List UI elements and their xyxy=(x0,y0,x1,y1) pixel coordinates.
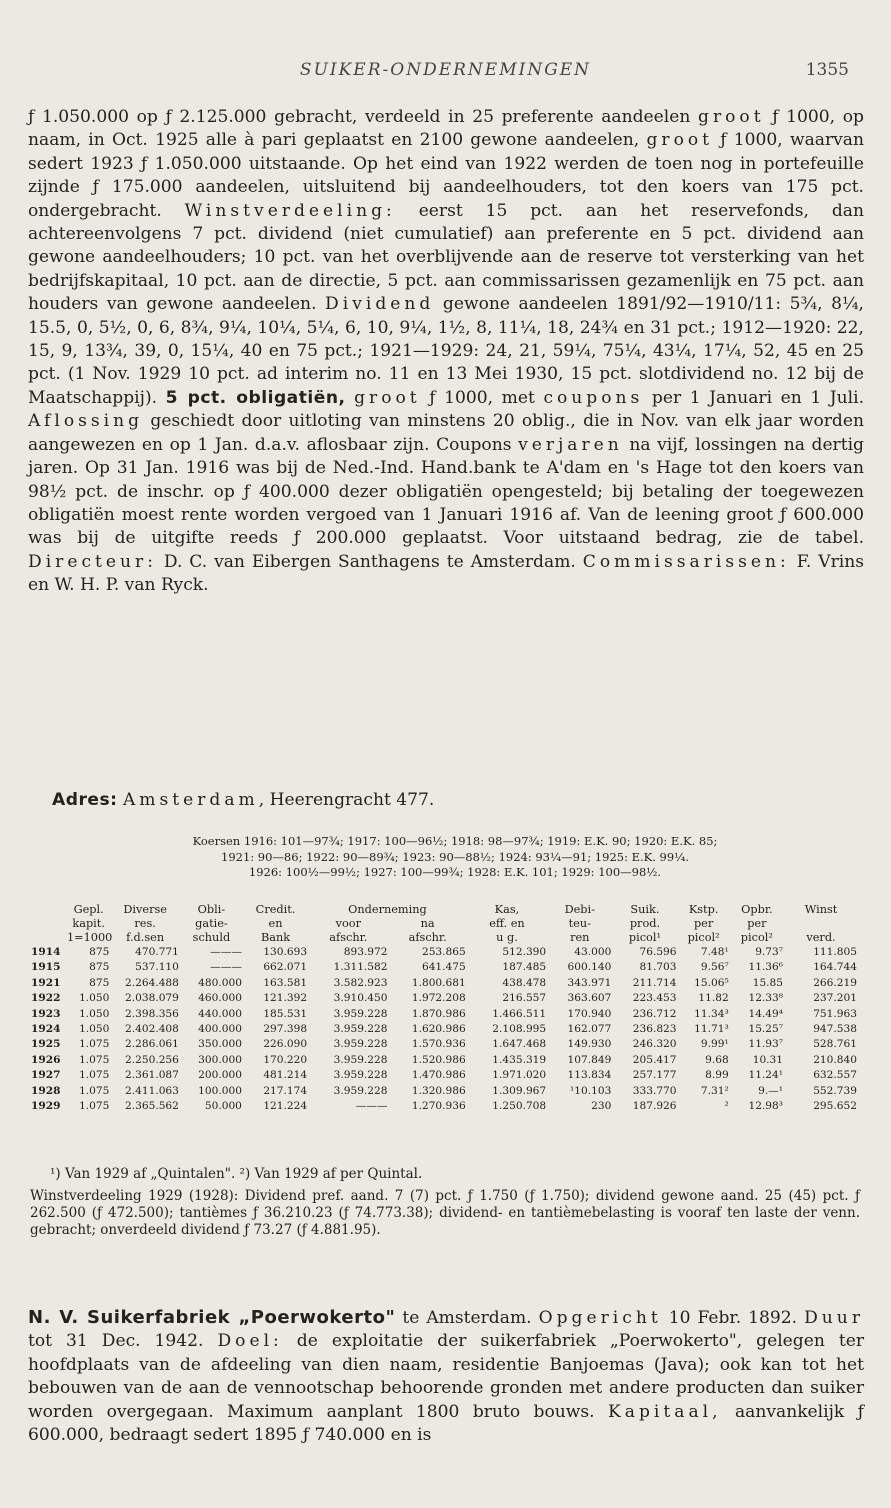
price-quotes xyxy=(60,834,850,881)
column-header: Winst xyxy=(804,903,838,916)
year-cell: 1915 xyxy=(31,961,61,974)
table-cell: 438.478 xyxy=(502,976,547,989)
quotes-line: Koersen 1916: 101—97¾; 1917: 100—96½; 1918: 98—97¾; 1919: E.K. 90; 1920: E.K. 85; xyxy=(192,834,718,848)
column-header: Kstp. xyxy=(688,903,719,916)
table-cell: 230 xyxy=(591,1100,612,1113)
column-header: gatie- xyxy=(195,917,228,930)
column-header: Bank xyxy=(260,931,291,944)
page-header xyxy=(0,60,891,88)
table-cell: 350.000 xyxy=(198,1038,242,1051)
table-cell: 11.24¹ xyxy=(748,1069,784,1082)
column-header: u g. xyxy=(496,931,518,944)
table-cell: 9.68 xyxy=(705,1053,729,1066)
table-cell: 2.361.087 xyxy=(125,1069,179,1082)
address-street: , Heerengracht 477. xyxy=(258,790,435,810)
company-text: te Amsterdam. xyxy=(395,1308,539,1328)
table-row xyxy=(30,1099,858,1114)
table-cell: 1.647.468 xyxy=(492,1038,547,1051)
column-header: afschr. xyxy=(329,931,368,944)
table-cell: 1.320.986 xyxy=(411,1084,466,1097)
table-cell: 1.250.708 xyxy=(492,1100,547,1113)
table-cell: ² xyxy=(724,1100,729,1113)
table-cell: 1.050 xyxy=(79,992,110,1005)
column-header: en xyxy=(268,917,283,930)
table-row xyxy=(30,1007,858,1022)
column-header: verd. xyxy=(806,931,836,944)
table-header-row xyxy=(30,903,858,917)
spaced-heading-winstverdeeling: Winstverdeeling: xyxy=(184,200,396,221)
table-cell: 3.959.228 xyxy=(333,1053,388,1066)
intro-text xyxy=(346,388,355,408)
table-cell: 185.531 xyxy=(263,1007,308,1020)
table-cell: 170.940 xyxy=(567,1007,612,1020)
table-cell: 1.435.319 xyxy=(492,1053,547,1066)
address-label: Adres: xyxy=(52,790,118,810)
table-cell: 1.971.020 xyxy=(492,1069,547,1082)
table-cell: 2.365.562 xyxy=(125,1100,179,1113)
year-cell: 1914 xyxy=(31,946,61,958)
column-header: na xyxy=(420,917,435,930)
table-row xyxy=(30,945,858,960)
table-footnote: ¹) Van 1929 af „Quintalen". ²) Van 1929 af per Quintal. xyxy=(50,1166,423,1182)
table-cell: 751.963 xyxy=(813,1007,857,1020)
column-header: res. xyxy=(134,917,156,930)
table-cell: 12.98³ xyxy=(748,1100,784,1113)
spaced-heading-opgericht: Opgericht xyxy=(538,1308,662,1328)
table-cell: 246.320 xyxy=(632,1038,677,1051)
table-cell: 149.930 xyxy=(567,1038,612,1051)
table-cell: 2.108.995 xyxy=(492,1023,547,1036)
company-name: N. V. Suikerfabriek „Poerwokerto" xyxy=(28,1307,396,1328)
table-cell: 50.000 xyxy=(204,1100,242,1113)
spaced-word: coupons xyxy=(543,387,644,408)
table-cell: 1.050 xyxy=(79,1023,110,1036)
column-header: kapit. xyxy=(72,917,105,930)
year-cell: 1921 xyxy=(31,976,61,989)
address-city: Amsterdam xyxy=(122,790,259,810)
table-header-row xyxy=(30,931,858,945)
column-header: Kas, xyxy=(494,903,520,916)
table-cell: 164.744 xyxy=(813,961,857,974)
company-entry xyxy=(28,1306,864,1447)
table-cell: 600.140 xyxy=(567,961,612,974)
table-cell: 1.870.986 xyxy=(411,1007,466,1020)
column-header: Suik. xyxy=(630,903,660,916)
table-cell: 205.417 xyxy=(632,1053,677,1066)
table-row xyxy=(30,1037,858,1052)
column-header: voor xyxy=(335,917,362,930)
column-header: 1=1000 xyxy=(66,931,113,944)
table-cell: 9.73⁷ xyxy=(755,946,784,958)
spaced-heading-aflossing: Aflossing xyxy=(28,411,144,432)
column-header: schuld xyxy=(192,931,231,944)
table-cell: 3.582.923 xyxy=(333,976,388,989)
table-cell: 253.865 xyxy=(421,946,466,958)
table-cell: 15.85 xyxy=(752,976,784,989)
table-cell: 481.214 xyxy=(263,1069,308,1082)
table-cell: 3.959.228 xyxy=(333,1007,388,1020)
table-cell: 11.82 xyxy=(698,992,729,1005)
company-text: de exploitatie der suikerfabriek „Poerwokerto", gelegen ter hoofdplaats van de afdeeling van dien naam, residentie Banjoemas (Java); ook kan tot het bebouwen van de aan de vennootschap behoorende gronden met andere producten dan suiker worden overgegaan. Maximum aanplant 1800 bruto bouws. xyxy=(28,1331,864,1422)
table-cell: 1.972.208 xyxy=(411,992,466,1005)
table-cell: 875 xyxy=(89,976,110,989)
intro-text: ƒ 1000, waarvan sedert 1923 ƒ 1.050.000 uitstaande. Op het eind van 1922 werden de toen nog in portefeuille zijnde ƒ 175.000 aandeelen, uitsluitend bij aandeelhouders, tot den koers van 175 pct. ondergebracht. xyxy=(28,130,864,221)
table-cell: 400.000 xyxy=(198,1023,242,1036)
table-cell: 460.000 xyxy=(198,992,242,1005)
table-cell: 1.075 xyxy=(79,1100,110,1113)
column-header: Gepl. xyxy=(73,903,104,916)
column-header: picol¹ xyxy=(628,931,662,944)
year-cell: 1927 xyxy=(31,1069,61,1082)
year-cell: 1926 xyxy=(31,1053,61,1066)
intro-text: geschiedt door uitloting van minstens 20 oblig., die in Nov. van elk jaar worden aangewezen en op 1 Jan. d.a.v. aflosbaar zijn. Coupons xyxy=(28,411,864,455)
table-cell: 14.49⁴ xyxy=(748,1007,784,1020)
table-cell: 363.607 xyxy=(567,992,612,1005)
table-cell: 1.520.986 xyxy=(411,1053,466,1066)
table-row xyxy=(30,1022,858,1037)
table-cell: 1.075 xyxy=(79,1084,110,1097)
table-cell: 121.392 xyxy=(263,992,308,1005)
table-cell: 343.971 xyxy=(567,976,612,989)
table-row xyxy=(30,1068,858,1083)
table-cell: 210.840 xyxy=(813,1053,857,1066)
year-cell: 1929 xyxy=(31,1100,61,1113)
table-cell: 1.270.936 xyxy=(411,1100,466,1113)
spaced-heading-kapitaal: Kapitaal, xyxy=(608,1401,722,1422)
table-cell: 170.220 xyxy=(263,1053,308,1066)
intro-text: eerst 15 pct. aan het reservefonds, dan achtereenvolgens 7 pct. dividend (niet cumulatief) aan preferente en 5 pct. dividend aan gewone aandeelhouders; 10 pct. van het overblijvende aan de reserve tot versterking van het bedrijfskapitaal, 10 pct. aan de directie, 5 pct. aan commissarissen gezamenlijk en 75 pct. aan houders van gewone aandeelen. xyxy=(28,200,864,315)
column-header: Debi- xyxy=(564,903,595,916)
table-cell: 266.219 xyxy=(813,976,857,989)
table-cell: 2.402.408 xyxy=(125,1023,179,1036)
intro-text: na vijf, lossingen na dertig jaren. Op 31 Jan. 1916 was bij de Ned.-Ind. Hand.bank te A'dam en 's Hage tot den koers van 98½ pct. de inschr. op ƒ 400.000 dezer obligatiën opengesteld; bij betaling der toegewezen obligatiën moest rente worden vergoed van 1 Januari 1916 af. Van de leening groot ƒ 600.000 was bij de uitgifte reeds ƒ 200.000 geplaatst. Voor uitstaand bedrag, zie de tabel. xyxy=(28,434,865,549)
table-cell: 662.071 xyxy=(263,961,308,974)
quotes-line: 1926: 100½—99½; 1927: 100—99¾; 1928: E.K. 101; 1929: 100—98½. xyxy=(248,865,662,879)
spaced-word: groot xyxy=(646,130,714,151)
intro-text: F. Vrins en W. H. P. van Ryck. xyxy=(28,551,864,596)
table-cell: ——— xyxy=(210,946,242,958)
table-row xyxy=(30,976,858,991)
table-cell: 15.06⁵ xyxy=(694,976,729,989)
table-cell: 187.926 xyxy=(632,1100,677,1113)
table-cell: 641.475 xyxy=(421,961,466,974)
table-cell: 200.000 xyxy=(198,1069,242,1082)
table-cell: 1.309.967 xyxy=(492,1084,547,1097)
profit-distribution-note: Winstverdeeling 1929 (1928): Dividend pref. aand. 7 (7) pct. ƒ 1.750 (ƒ 1.750); dividend gewone aand. 25 (45) pct. ƒ 262.500 (ƒ 472.500); tantièmes ƒ 36.210.23 (ƒ 74.773.38); dividend- en tantièmebelasting is vooraf ten laste der venn. gebracht; onverdeeld dividend ƒ 73.27 (ƒ 4.881.95). xyxy=(30,1188,860,1238)
intro-text: ƒ 1.050.000 op ƒ 2.125.000 gebracht, verdeeld in 25 preferente aandeelen xyxy=(28,107,698,127)
table-row xyxy=(30,991,858,1006)
table-cell: 7.31² xyxy=(700,1084,729,1097)
table-cell: 10.31 xyxy=(752,1053,784,1066)
table-cell: 121.224 xyxy=(263,1100,308,1113)
table-cell: 2.250.256 xyxy=(125,1053,179,1066)
table-cell: 333.770 xyxy=(632,1084,677,1097)
table-cell: 2.286.061 xyxy=(125,1038,179,1051)
intro-text: ƒ 1000, op naam, in Oct. 1925 alle à pari geplaatst en 2100 gewone aandeelen, xyxy=(28,107,864,151)
table-cell: 217.174 xyxy=(263,1084,308,1097)
table-cell: 893.972 xyxy=(343,946,388,958)
column-header: per xyxy=(747,917,767,930)
bold-heading-obligaties: 5 pct. obligatiën, xyxy=(165,387,346,408)
table-cell: 223.453 xyxy=(632,992,677,1005)
table-cell: 1.075 xyxy=(79,1053,110,1066)
table-cell: 480.000 xyxy=(198,976,242,989)
spaced-heading-directeur: Directeur: xyxy=(28,551,157,572)
table-cell: 2.398.356 xyxy=(125,1007,179,1020)
column-header: Credit. xyxy=(255,903,296,916)
column-header: teu- xyxy=(568,917,591,930)
table-cell: 2.264.488 xyxy=(125,976,179,989)
table-cell: 11.71³ xyxy=(694,1023,729,1036)
year-cell: 1922 xyxy=(31,992,61,1005)
spaced-word: verjaren xyxy=(518,434,623,455)
table-cell: 1.800.681 xyxy=(411,976,466,989)
table-cell: 216.557 xyxy=(502,992,547,1005)
table-cell: 875 xyxy=(89,961,110,974)
table-cell: 236.712 xyxy=(632,1007,677,1020)
table-cell: 8.99 xyxy=(705,1069,729,1082)
spaced-heading-dividend: Dividend xyxy=(325,294,435,315)
column-header: picol² xyxy=(687,931,720,944)
financial-table xyxy=(30,903,858,1114)
table-cell: 1.470.986 xyxy=(411,1069,466,1082)
running-title: SUIKER-ONDERNEMINGEN xyxy=(299,60,592,80)
table-cell: 2.411.063 xyxy=(125,1084,179,1097)
column-header: prod. xyxy=(629,917,661,930)
table-cell: 440.000 xyxy=(198,1007,242,1020)
year-cell: 1923 xyxy=(31,1007,61,1020)
table-cell: 257.177 xyxy=(632,1069,677,1082)
table-cell: 100.000 xyxy=(198,1084,242,1097)
table-cell: 81.703 xyxy=(639,961,677,974)
table-cell: 1.466.511 xyxy=(492,1007,547,1020)
table-cell: 1.075 xyxy=(79,1038,110,1051)
table-cell: 130.693 xyxy=(263,946,308,958)
table-row xyxy=(30,1084,858,1099)
spaced-word: groot xyxy=(698,107,765,127)
company-text: tot 31 Dec. 1942. xyxy=(28,1331,218,1352)
table-cell: 3.959.228 xyxy=(333,1038,388,1051)
table-cell: ——— xyxy=(355,1100,388,1113)
table-cell: 113.834 xyxy=(567,1069,612,1082)
table-cell: 295.652 xyxy=(813,1100,857,1113)
table-row xyxy=(30,960,858,975)
table-header-row xyxy=(30,917,858,931)
table-cell: 76.596 xyxy=(639,946,677,958)
table-cell: 1.050 xyxy=(79,1007,110,1020)
year-cell: 1925 xyxy=(31,1038,61,1051)
column-header: f.d.sen xyxy=(126,931,165,944)
table-cell: 9.99¹ xyxy=(700,1038,729,1051)
table-cell: 3.959.228 xyxy=(333,1023,388,1036)
table-cell: 300.000 xyxy=(198,1053,242,1066)
table-cell: 187.485 xyxy=(502,961,547,974)
table-cell: 237.201 xyxy=(813,992,857,1005)
intro-paragraph xyxy=(28,106,864,598)
table-cell: 11.93⁷ xyxy=(748,1038,784,1051)
table-cell: 875 xyxy=(89,946,110,958)
table-cell: 2.038.079 xyxy=(125,992,179,1005)
table-cell: 1.570.936 xyxy=(411,1038,466,1051)
table-cell: 3.910.450 xyxy=(333,992,388,1005)
column-header: afschr. xyxy=(408,931,447,944)
table-cell: 470.771 xyxy=(135,946,179,958)
column-header: Diverse xyxy=(123,903,167,916)
table-cell: 512.390 xyxy=(502,946,547,958)
company-text: aanvankelijk ƒ 600.000, bedraagt sedert 1895 ƒ 740.000 en is xyxy=(28,1401,864,1446)
spaced-heading-commissarissen: Commissarissen: xyxy=(582,551,790,572)
spaced-word: groot xyxy=(354,387,421,408)
table-cell: 11.34³ xyxy=(694,1007,729,1020)
table-cell: 3.959.228 xyxy=(333,1069,388,1082)
table-cell: 163.581 xyxy=(263,976,308,989)
spaced-heading-duur: Duur xyxy=(804,1308,864,1328)
table-cell: ¹10.103 xyxy=(570,1084,612,1097)
column-header: eff. en xyxy=(489,917,525,930)
table-cell: 632.557 xyxy=(813,1069,857,1082)
page-number: 1355 xyxy=(805,60,849,80)
table-cell: 7.48¹ xyxy=(700,946,729,958)
column-header: Onderneming xyxy=(348,903,427,916)
table-cell: 162.077 xyxy=(567,1023,612,1036)
table-cell: 947.538 xyxy=(813,1023,857,1036)
table-cell: 3.959.228 xyxy=(333,1084,388,1097)
table-cell: 9.—¹ xyxy=(758,1084,784,1097)
table-cell: 12.33⁸ xyxy=(748,992,784,1005)
year-cell: 1924 xyxy=(31,1023,61,1036)
intro-text: per 1 Januari en 1 Juli. xyxy=(643,387,864,408)
table-cell: 1.311.582 xyxy=(333,961,388,974)
table-cell: 43.000 xyxy=(574,946,612,958)
table-cell: 9.56⁷ xyxy=(700,961,729,974)
table-cell: 552.739 xyxy=(813,1084,857,1097)
address-line xyxy=(52,789,852,812)
column-header: Opbr. xyxy=(741,903,773,916)
table-cell: 528.761 xyxy=(813,1038,857,1051)
year-cell: 1928 xyxy=(31,1084,61,1097)
table-cell: 236.823 xyxy=(632,1023,677,1036)
column-header: ren xyxy=(570,931,590,944)
table-cell: 297.398 xyxy=(263,1023,308,1036)
column-header: per xyxy=(693,917,714,930)
table-cell: ——— xyxy=(210,961,242,974)
column-header: Obli- xyxy=(197,903,226,916)
table-cell: 537.110 xyxy=(135,961,179,974)
company-text: 10 Febr. 1892. xyxy=(661,1308,805,1328)
intro-text: ƒ 1000, met xyxy=(420,387,544,408)
quotes-line: 1921: 90—86; 1922: 90—89¾; 1923: 90—88½; 1924: 93¼—91; 1925: E.K. 99¼. xyxy=(221,849,689,864)
table-cell: 111.805 xyxy=(813,946,857,958)
table-cell: 1.075 xyxy=(79,1069,110,1082)
table-row xyxy=(30,1053,858,1068)
table-cell: 15.25⁷ xyxy=(748,1023,784,1036)
intro-text: D. C. van Eibergen Santhagens te Amsterdam. xyxy=(156,551,583,572)
table-cell: 226.090 xyxy=(263,1038,308,1051)
table-cell: 211.714 xyxy=(632,976,677,989)
table-cell: 107.849 xyxy=(567,1053,612,1066)
table-cell: 11.36⁶ xyxy=(748,961,784,974)
table-cell: 1.620.986 xyxy=(411,1023,466,1036)
column-header: picol² xyxy=(740,931,773,944)
intro-text: gewone aandeelen 1891/92—1910/11: 5¾, 8¼, 15.5, 0, 5½, 0, 6, 8¾, 9¼, 10¼, 5¼, 6, 10, 9¼, 1½, 8, 11¼, 18, 24¾ en 31 pct.; 1912—1920: 22, 15, 9, 13¾, 39, 0, 15¼, 40 en 75 pct.; 1921—1929: 24, 21, 59¼, 75¼, 43¼, 17¼, 52, 45 en 25 pct. (1 Nov. 1929 10 pct. ad interim no. 11 en 13 Mei 1930, 15 pct. slotdividend no. 12 bij de Maatschappij). xyxy=(28,294,864,408)
spaced-heading-doel: Doel: xyxy=(217,1331,283,1352)
